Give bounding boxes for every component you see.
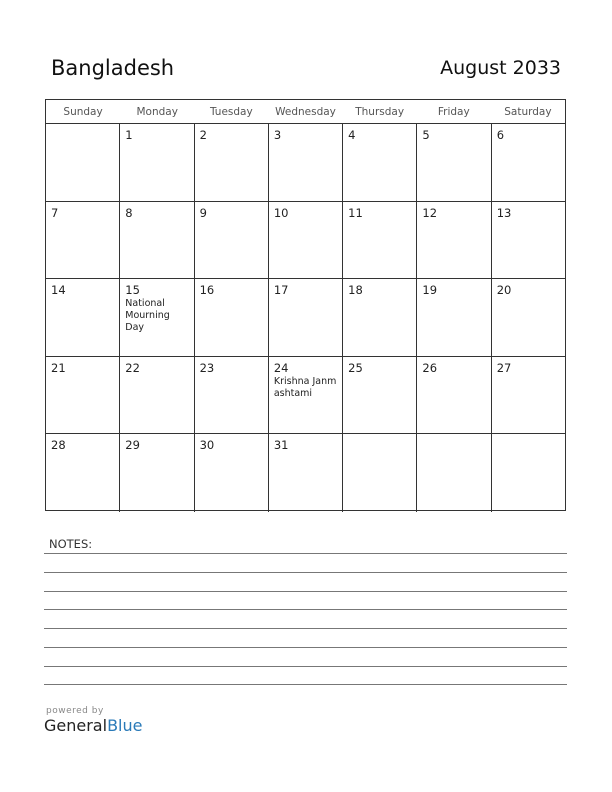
day-cell: [343, 202, 417, 279]
day-number: 16: [199, 283, 215, 298]
day-cell: [120, 279, 194, 356]
day-cell: [195, 434, 269, 512]
day-cell: [269, 357, 343, 434]
weekday-header: [46, 100, 565, 124]
weekday-friday: Friday: [437, 106, 470, 118]
day-cell: [417, 357, 491, 434]
notes-line: [44, 553, 567, 554]
day-number: 8: [125, 205, 133, 220]
day-number: 7: [51, 205, 59, 220]
notes-line: [44, 591, 567, 592]
week-row-4: [46, 357, 565, 435]
brand-general: General: [44, 716, 108, 735]
day-cell: [269, 124, 343, 201]
day-cell: [417, 202, 491, 279]
day-number: 17: [273, 283, 289, 298]
week-row-2: [46, 202, 565, 280]
day-cell: [46, 202, 120, 279]
day-number: 6: [496, 128, 505, 142]
week-row-3: [46, 279, 565, 357]
weekday-thursday: Thursday: [355, 106, 405, 118]
week-row-1: [46, 124, 565, 202]
day-number: 1: [125, 128, 133, 142]
day-cell: [195, 279, 269, 356]
day-cell: [46, 357, 120, 434]
day-cell: [46, 279, 120, 356]
day-cell: [417, 279, 491, 356]
day-number: 19: [422, 283, 438, 298]
day-cell: [269, 202, 343, 279]
day-number: 10: [273, 205, 289, 220]
holiday-label: Krishna Janmashtami: [273, 375, 337, 399]
day-cell: [120, 434, 194, 512]
week-row-5: [46, 434, 565, 512]
day-number: 5: [422, 128, 430, 142]
day-number: 2: [199, 128, 207, 142]
notes-line: [44, 647, 567, 648]
day-cell: [46, 124, 120, 201]
month-title: August 2033: [440, 57, 561, 79]
day-cell: [195, 202, 269, 279]
day-cell: [492, 279, 565, 356]
day-number: 18: [348, 283, 363, 298]
day-number: 31: [273, 438, 289, 453]
day-cell: [120, 202, 194, 279]
day-number: 30: [199, 438, 215, 453]
notes-line: [44, 628, 567, 629]
day-cell: [343, 279, 417, 356]
powered-by-text: powered by: [46, 706, 104, 716]
day-number: 20: [496, 283, 512, 298]
day-number: 21: [51, 360, 66, 375]
day-cell: [195, 124, 269, 201]
day-number: 28: [51, 438, 66, 453]
day-number: 25: [348, 360, 363, 375]
day-cell: [46, 434, 120, 512]
day-cell: [492, 124, 565, 201]
calendar-grid: [45, 99, 566, 511]
day-number: 4: [348, 128, 356, 142]
day-cell: [492, 202, 565, 279]
day-cell: [120, 124, 194, 201]
day-number: 27: [496, 360, 512, 375]
day-number: 24: [273, 360, 289, 375]
notes-label: NOTES:: [49, 537, 93, 551]
notes-line: [44, 684, 567, 685]
day-number: 26: [422, 360, 438, 375]
holiday-label: National Mourning Day: [125, 298, 170, 334]
weekday-monday: Monday: [136, 106, 178, 118]
day-number: 9: [199, 205, 207, 220]
day-cell: [343, 434, 417, 512]
weekday-saturday: Saturday: [504, 106, 552, 118]
day-number: 15: [125, 283, 140, 298]
day-cell: [343, 357, 417, 434]
day-cell: [343, 124, 417, 201]
day-number: 29: [125, 438, 140, 453]
day-number: 12: [422, 205, 438, 220]
day-cell: [417, 124, 491, 201]
day-number: 3: [273, 128, 282, 142]
day-cell: [269, 279, 343, 356]
weekday-sunday: Sunday: [63, 106, 103, 118]
day-cell: [269, 434, 343, 512]
country-title: Bangladesh: [51, 56, 175, 80]
day-cell: [492, 434, 565, 512]
day-cell: [195, 357, 269, 434]
day-cell: [120, 357, 194, 434]
day-cell: [492, 357, 565, 434]
day-number: 13: [496, 205, 512, 220]
day-number: 14: [51, 283, 66, 298]
notes-line: [44, 666, 567, 667]
weekday-wednesday: Wednesday: [275, 106, 336, 118]
day-number: 22: [125, 360, 140, 375]
brand-logo: [44, 716, 142, 735]
notes-line: [44, 572, 567, 573]
brand-blue: Blue: [107, 716, 143, 735]
day-number: 11: [348, 205, 363, 220]
weekday-tuesday: Tuesday: [209, 106, 253, 118]
notes-line: [44, 609, 567, 610]
day-cell: [417, 434, 491, 512]
day-number: 23: [199, 360, 215, 375]
